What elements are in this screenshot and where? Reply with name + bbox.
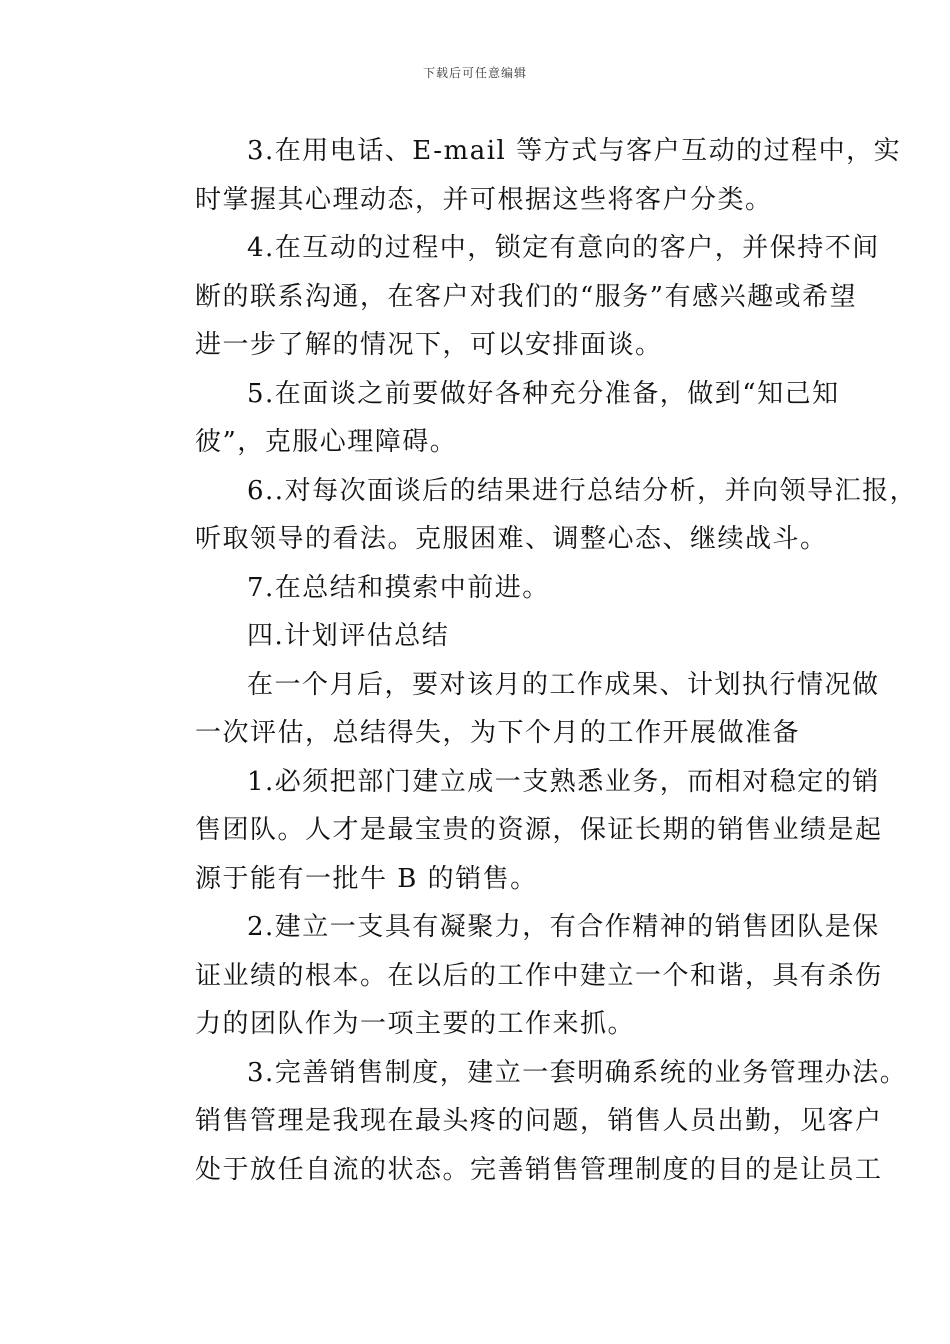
paragraph-line: 销售管理是我现在最头疼的问题，销售人员出勤，见客户	[195, 1106, 883, 1136]
header-note: 下载后可任意编辑	[422, 66, 527, 80]
paragraph-line: 处于放任自流的状态。完善销售管理制度的目的是让员工	[195, 1154, 883, 1185]
paragraph-line: 源于能有一批牛 B 的销售。	[195, 863, 538, 894]
paragraph-line: 7.在总结和摸索中前进。	[247, 572, 550, 603]
paragraph-line: 3.在用电话、E-mail 等方式与客户互动的过程中，实	[247, 136, 902, 166]
paragraph-1	[143, 127, 902, 224]
paragraph-9	[143, 903, 883, 1049]
paragraph-line: 售团队。人才是最宝贵的资源，保证长期的销售业绩是起	[195, 815, 883, 845]
paragraph-line: 在一个月后，要对该月的工作成果、计划执行情况做	[247, 669, 880, 700]
paragraph-line: 进一步了解的情况下，可以安排面谈。	[195, 330, 663, 360]
paragraph-2	[143, 224, 880, 370]
paragraph-line: 3.完善销售制度，建立一套明确系统的业务管理办法。	[247, 1057, 908, 1088]
paragraph-line: 听取领导的看法。克服困难、调整心态、继续战斗。	[195, 524, 828, 554]
paragraph-8	[143, 758, 883, 904]
paragraph-line: 彼”，克服心理障碍。	[195, 427, 458, 457]
paragraph-4	[143, 467, 918, 564]
paragraph-10	[143, 1049, 908, 1195]
paragraph-5	[143, 564, 808, 613]
paragraph-line: 一次评估，总结得失，为下个月的工作开展做准备	[195, 718, 801, 748]
paragraph-line: 力的团队作为一项主要的工作来抓。	[195, 1009, 636, 1039]
paragraph-line: 断的联系沟通，在客户对我们的“服务”有感兴趣或希望	[195, 281, 858, 312]
paragraph-7	[143, 661, 880, 758]
paragraph-line: 5.在面谈之前要做好各种充分准备，做到“知己知	[247, 378, 840, 409]
paragraph-line: 证业绩的根本。在以后的工作中建立一个和谐，具有杀伤	[195, 960, 883, 991]
paragraph-3	[143, 370, 840, 467]
paragraph-line: 时掌握其心理动态，并可根据这些将客户分类。	[195, 184, 773, 215]
document-body	[143, 127, 918, 1194]
paragraph-line: 1.必须把部门建立成一支熟悉业务，而相对稳定的销	[247, 766, 880, 797]
paragraph-line: 4.在互动的过程中，锁定有意向的客户，并保持不间	[247, 233, 880, 263]
paragraph-line: 6..对每次面谈后的结果进行总结分析，并向领导汇报，	[247, 475, 918, 506]
paragraph-line: 2.建立一支具有凝聚力，有合作精神的销售团队是保	[247, 912, 880, 942]
section-heading-text: 四.计划评估总结	[247, 621, 450, 651]
section-heading	[143, 612, 808, 661]
